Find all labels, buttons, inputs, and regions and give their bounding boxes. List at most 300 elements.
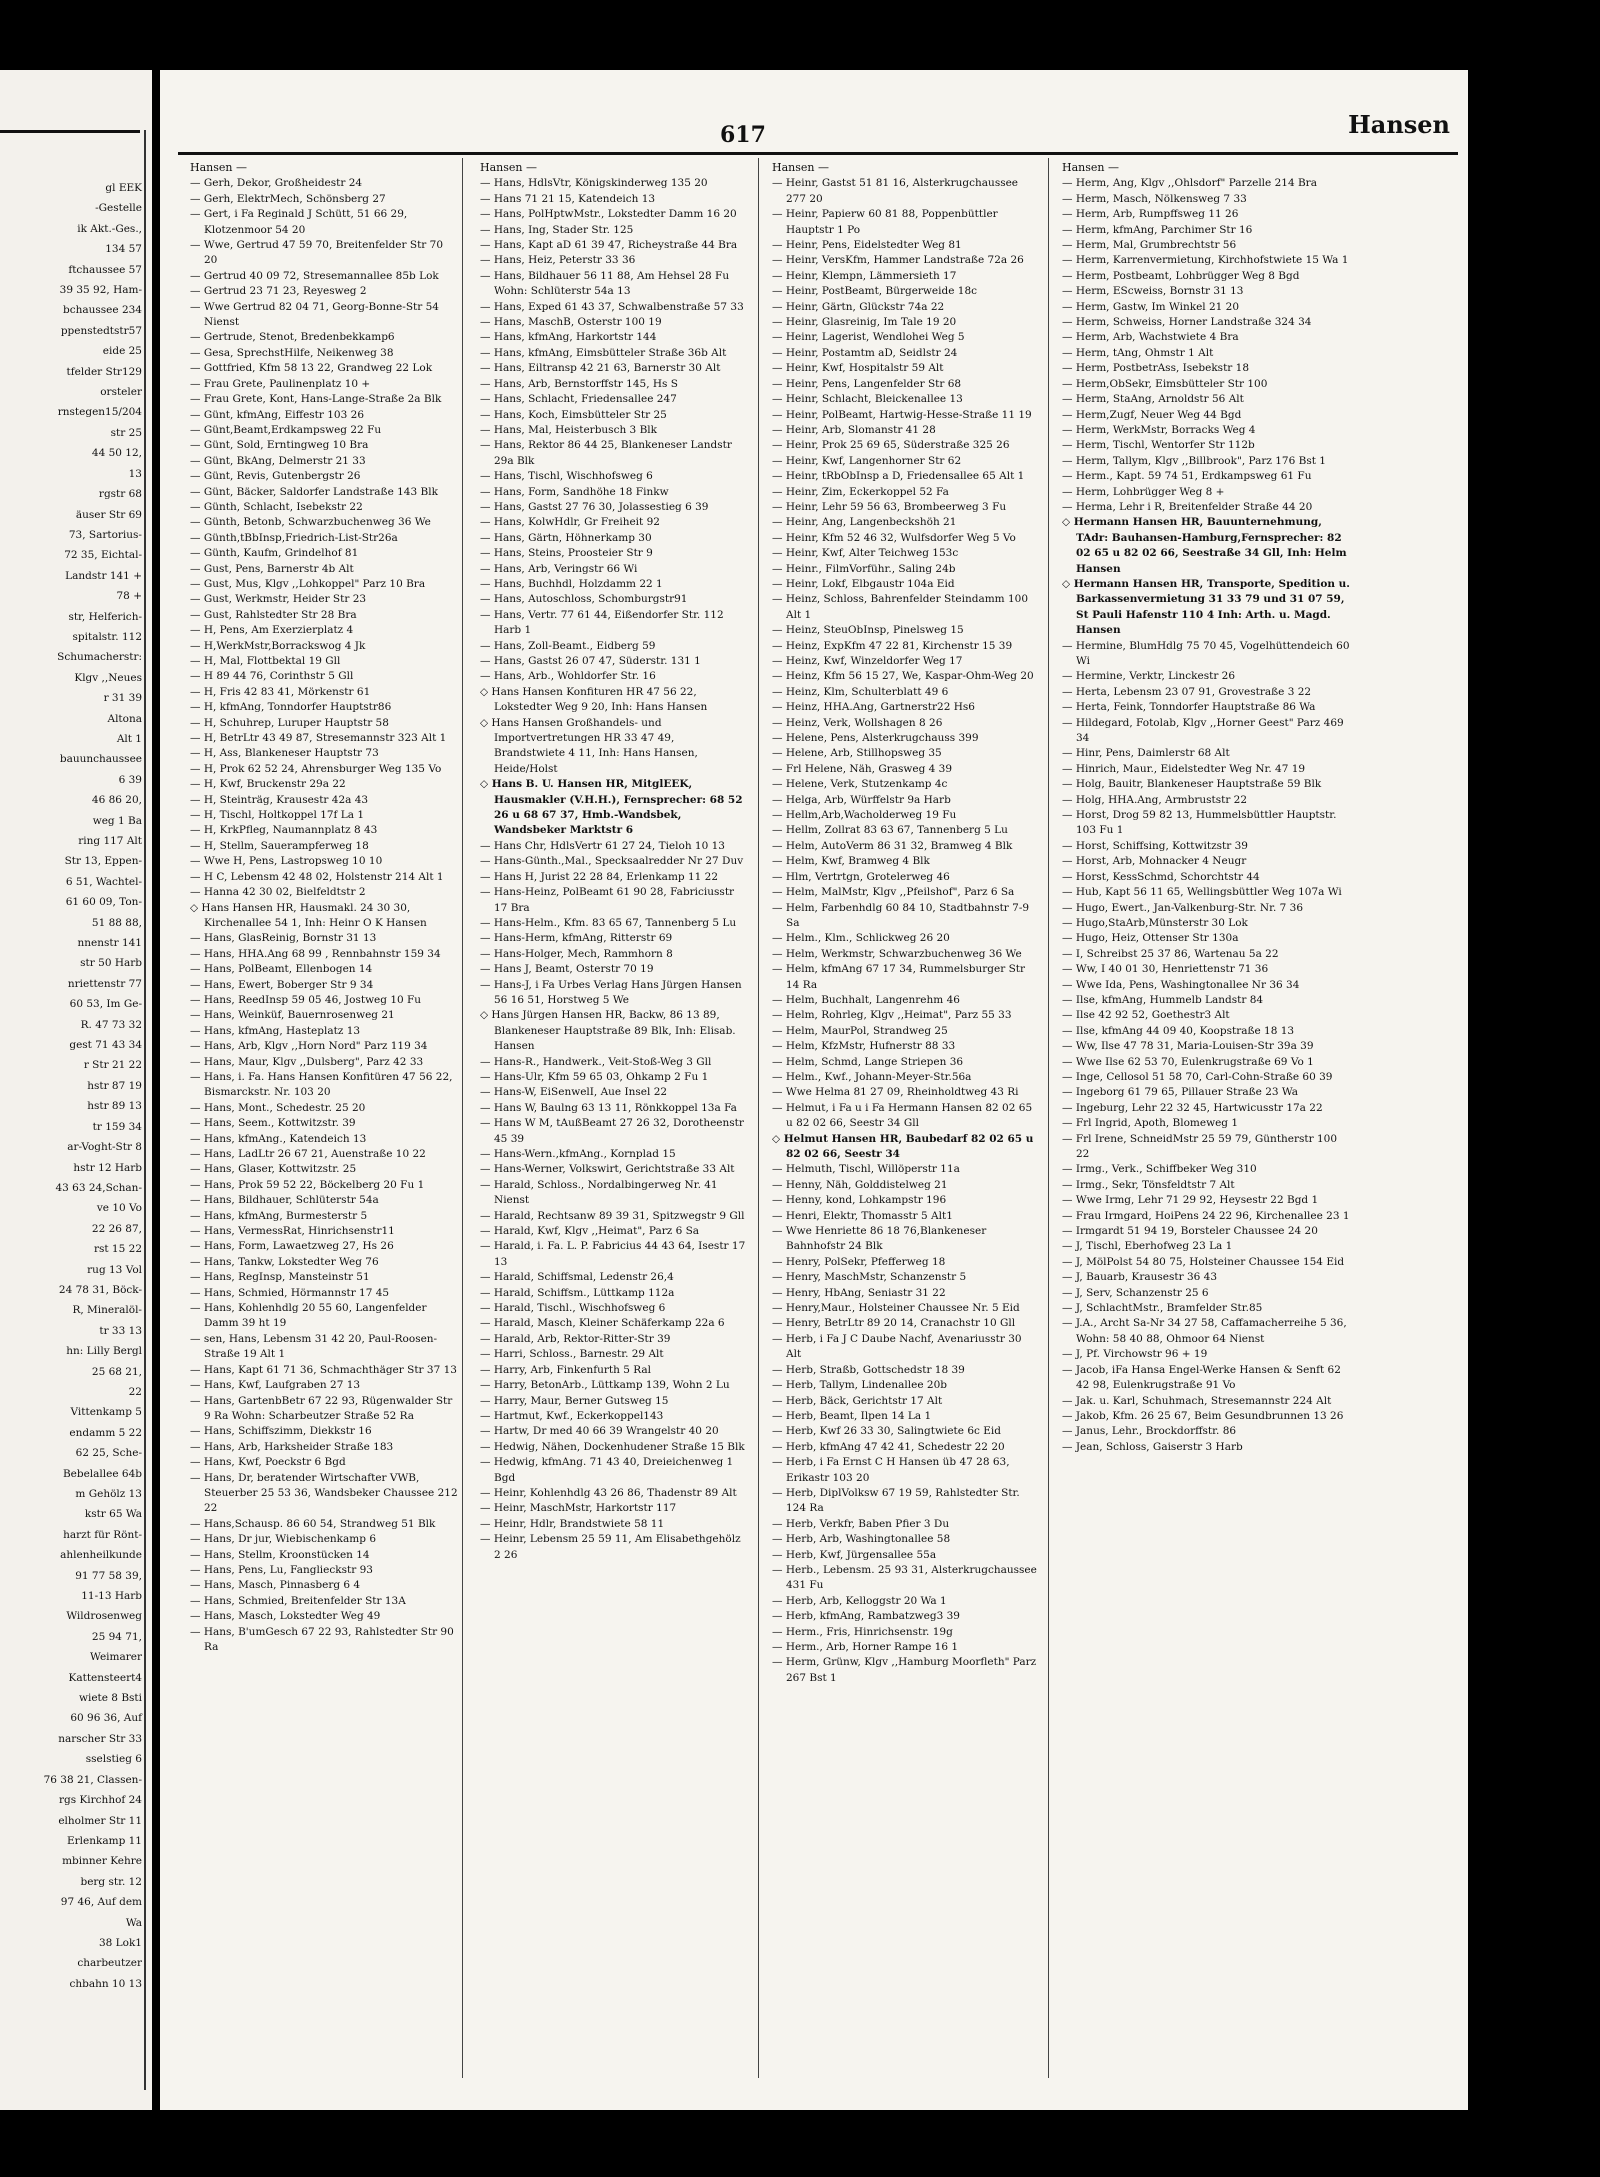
left-page-fragment-line: str, Helferich- — [68, 610, 142, 623]
running-head: Hansen — [1348, 110, 1450, 139]
directory-entry: — Hub, Kapt 56 11 65, Wellingsbüttler Weg 107a Wi — [1062, 886, 1342, 899]
directory-entry: — Hans, kfmAng., Katendeich 13 — [190, 1132, 367, 1145]
directory-entry: — Herma, Lehr i R, Breitenfelder Straße 44 20 — [1062, 500, 1313, 513]
directory-entry: — Hans, Schmied, Breitenfelder Str 13A — [190, 1594, 406, 1607]
left-page-fragment-line: eide 25 — [102, 345, 142, 358]
directory-entry: — Wwe, Gertrud 47 59 70, Breitenfelder Str 70 20 — [190, 239, 444, 267]
directory-entry: — Hans-Helm., Kfm. 83 65 67, Tannenberg 5 Lu — [480, 916, 737, 929]
directory-entry: — Henny, Näh, Golddistelweg 21 — [772, 1178, 948, 1191]
left-page-fragment-line: rnstegen15/204 — [57, 406, 142, 419]
directory-entry: — Hildegard, Fotolab, Klgv ,,Horner Geest" Parz 469 34 — [1062, 716, 1344, 745]
directory-entry: — Heinz, ExpKfm 47 22 81, Kirchenstr 15 39 — [772, 639, 1013, 652]
directory-entry: — Harald, i. Fa. L. P. Fabricius 44 43 64, Isestr 17 13 — [480, 1240, 746, 1268]
left-page-fragment-line: orsteler — [100, 386, 142, 399]
left-page-fragment-line: hstr 87 19 — [87, 1079, 142, 1092]
left-page-fragment-line: 134 57 — [105, 243, 142, 256]
directory-entry: — Hans, Prok 59 52 22, Böckelberg 20 Fu 1 — [190, 1178, 425, 1191]
directory-entry: — Günt, Revis, Gutenbergstr 26 — [190, 470, 361, 483]
directory-entry: — Hans, Buchhdl, Holzdamm 22 1 — [480, 577, 663, 590]
directory-entry: — Hinrich, Maur., Eidelstedter Weg Nr. 47 19 — [1062, 762, 1306, 775]
left-page-fragment-line: R, Mineralöl- — [72, 1304, 142, 1317]
directory-entry: — Herm, Tischl, Wentorfer Str 112b — [1062, 439, 1255, 452]
directory-entry: — Hans, Mont., Schedestr. 25 20 — [190, 1101, 366, 1114]
directory-entry: — H, Fris 42 83 41, Mörkenstr 61 — [190, 685, 371, 698]
directory-entry: — Hans, Pens, Lu, Fanglieckstr 93 — [190, 1563, 373, 1576]
column-header: Hansen — — [190, 161, 247, 174]
directory-entry: — Henry, MaschMstr, Schanzenstr 5 — [772, 1271, 967, 1284]
directory-entry: — H, Mal, Flottbektal 19 Gll — [190, 655, 341, 667]
left-page-fragment-line: r 31 39 — [103, 692, 142, 705]
directory-entry: — Heinz, Kfm 56 15 27, We, Kaspar-Ohm-Weg 20 — [772, 670, 1034, 683]
directory-entry: — Gesa, SprechstHilfe, Neikenweg 38 — [190, 346, 394, 359]
left-page-fragment-line: kstr 65 Wa — [84, 1508, 142, 1521]
directory-entry: — Hans H, Jurist 22 28 84, Erlenkamp 11 22 — [480, 870, 719, 883]
directory-entry: — Janus, Lehr., Brockdorffstr. 86 — [1062, 1425, 1237, 1438]
left-page-fragment-line: ahlenheilkunde — [60, 1549, 142, 1562]
directory-entry: — Hans, MaschB, Osterstr 100 19 — [480, 316, 662, 329]
left-page-fragment-line: ring 117 Alt — [78, 835, 142, 847]
directory-entry: — Heinr, Pens, Langenfelder Str 68 — [772, 377, 962, 390]
directory-entry: — Hans 71 21 15, Katendeich 13 — [480, 192, 656, 205]
directory-entry: — Herm, Arb, Rumpffsweg 11 26 — [1062, 208, 1239, 221]
directory-entry: — Hermine, Verktr, Linckestr 26 — [1062, 670, 1236, 683]
directory-entry: — Heinr, Lebensm 25 59 11, Am Elisabethgehölz 2 26 — [480, 1533, 741, 1561]
directory-entry: — Hans-Heinz, PolBeamt 61 90 28, Fabriciusstr 17 Bra — [480, 886, 735, 914]
directory-entry: — Hans, Tischl, Wischhofsweg 6 — [480, 470, 653, 483]
column-1 — [190, 160, 458, 1655]
directory-entry: — Hermine, BlumHdlg 75 70 45, Vogelhüttendeich 60 Wi — [1062, 639, 1350, 667]
directory-entry: — Herta, Lebensm 23 07 91, Grovestraße 3 22 — [1062, 685, 1312, 698]
directory-entry: — Hans-W, EiSenwelI, Aue Insel 22 — [480, 1086, 668, 1099]
directory-entry: — Heinr, Postamtm aD, Seidlstr 24 — [772, 346, 958, 359]
directory-entry: — Hans, Ewert, Boberger Str 9 34 — [190, 978, 374, 991]
column-2 — [480, 160, 748, 1563]
left-page-rule — [0, 130, 140, 133]
directory-entry: — Helm, MalMstr, Klgv ,,Pfeilshof", Parz 6 Sa — [772, 886, 1015, 899]
directory-entry: — H 89 44 76, Corinthstr 5 Gll — [190, 670, 354, 683]
directory-entry: — Heinr, Klempn, Lämmersieth 17 — [772, 269, 957, 282]
directory-entry: — Hugo,StaArb,Münsterstr 30 Lok — [1062, 916, 1248, 929]
directory-entry: — Hans-R., Handwerk., Veit-Stoß-Weg 3 Gll — [480, 1055, 712, 1068]
left-page-fragment-line: endamm 5 22 — [69, 1426, 142, 1439]
directory-entry: — Helm., Klm., Schlickweg 26 20 — [772, 932, 950, 945]
directory-entry: — Helm, Rohrleg, Klgv ,,Heimat", Parz 55 33 — [772, 1009, 1012, 1022]
directory-entry: — Herb, Straßb, Gottschedstr 18 39 — [772, 1363, 965, 1376]
directory-entry: — Heinr, Kfm 52 46 32, Wulfsdorfer Weg 5 Vo — [772, 531, 1016, 544]
directory-entry: — Hans,Schausp. 86 60 54, Strandweg 51 Blk — [190, 1517, 436, 1530]
directory-entry: — H, Stellm, Sauerampferweg 18 — [190, 839, 369, 852]
directory-entry: — Hans, Arb, Harksheider Straße 183 — [190, 1440, 394, 1453]
directory-entry: — Henny, kond, Lohkampstr 196 — [772, 1194, 947, 1207]
directory-entry: — Hans, KolwHdlr, Gr Freiheit 92 — [480, 516, 660, 529]
directory-entry: — Harald, Schiffsm., Lüttkamp 112a — [480, 1286, 675, 1299]
directory-entry: — Holg, Bauitr, Blankeneser Hauptstraße 59 Blk — [1062, 778, 1322, 791]
directory-entry: — Hans, Kwf, Laufgraben 27 13 — [190, 1379, 361, 1392]
left-page-fragment-line: ar-Voght-Str 8 — [67, 1141, 142, 1154]
left-page-fragment-line: 43 63 24,Schan- — [55, 1181, 142, 1194]
left-page-fragment-line: Erlenkamp 11 — [66, 1834, 142, 1847]
column-divider — [462, 158, 463, 2078]
left-page-fragment-line: str 25 — [110, 426, 142, 439]
directory-entry: — Hans J, Beamt, Osterstr 70 19 — [480, 963, 654, 976]
left-page-fragment-line: 91 77 58 39, — [75, 1569, 142, 1582]
directory-entry: — Wwe Gertrud 82 04 71, Georg-Bonne-Str 54 Nienst — [190, 300, 439, 329]
directory-entry: — Ww, I 40 01 30, Henriettenstr 71 36 — [1062, 963, 1269, 976]
directory-entry: — Ilse, kfmAng, Hummelb Landstr 84 — [1062, 993, 1264, 1006]
directory-entry: — Horst, KessSchmd, Schorchtstr 44 — [1062, 870, 1260, 883]
directory-entry: — Harry, Arb, Finkenfurth 5 Ral — [480, 1363, 652, 1376]
left-page-fragment-line: narscher Str 33 — [58, 1732, 142, 1745]
directory-entry: — H, Tischl, Holtkoppel 17f La 1 — [190, 809, 365, 822]
directory-entry: — Gertrude, Stenot, Bredenbekkamp6 — [190, 331, 395, 344]
left-page-fragment-line: 78 + — [116, 590, 142, 603]
directory-entry: — Hans, LadLtr 26 67 21, Auenstraße 10 22 — [190, 1148, 426, 1160]
left-page-fragment-line: 11-13 Harb — [81, 1590, 142, 1603]
directory-entry: — Frl Ingrid, Apoth, Blomeweg 1 — [1062, 1117, 1239, 1130]
directory-entry: — Hans, Rektor 86 44 25, Blankeneser Landstr 29a Blk — [480, 439, 732, 467]
directory-entry: — Henry,Maur., Holsteiner Chaussee Nr. 5 Eid — [772, 1302, 1020, 1315]
directory-entry: — Herb, Beamt, Ilpen 14 La 1 — [772, 1409, 932, 1422]
column-divider — [1048, 158, 1049, 2078]
directory-entry: — H, Kwf, Bruckenstr 29a 22 — [190, 778, 346, 791]
left-page-fragment-line: 39 35 92, Ham- — [59, 284, 142, 297]
directory-entry: — Hugo, Heiz, Ottenser Str 130a — [1062, 932, 1239, 945]
directory-entry: — Herb, Bäck, Gerichtstr 17 Alt — [772, 1394, 943, 1407]
directory-entry: — Herm., Fris, Hinrichsenstr. 19g — [772, 1625, 953, 1638]
directory-entry: — J, Serv, Schanzenstr 25 6 — [1062, 1286, 1209, 1299]
directory-entry: — Heinr, Gärtn, Glückstr 74a 22 — [772, 300, 945, 313]
left-page-fragment-line: Altona — [107, 712, 142, 725]
directory-entry: — Herm, Lohbrügger Weg 8 + — [1062, 485, 1225, 498]
directory-entry: — Heinr, Lokf, Elbgaustr 104a Eid — [772, 577, 955, 590]
directory-entry: — J.A., Archt Sa-Nr 34 27 58, Caffamacherreihe 5 36, Wohn: 58 40 88, Ohmoor 64 Nienst — [1062, 1317, 1347, 1345]
directory-entry: — Hartw, Dr med 40 66 39 Wrangelstr 40 20 — [480, 1425, 719, 1438]
directory-entry: — Herm, Postbeamt, Lohbrügger Weg 8 Bgd — [1062, 269, 1300, 282]
left-page-fragment-line: Alt 1 — [116, 732, 142, 745]
left-page-fragment-line: 72 35, Eichtal- — [64, 549, 142, 562]
left-page-fragment-line: 25 68 21, — [91, 1365, 142, 1378]
directory-entry: — Hans, Arb, Bernstorffstr 145, Hs S — [480, 377, 678, 390]
directory-entry: — H, Ass, Blankeneser Hauptstr 73 — [190, 747, 379, 760]
directory-entry: — Hans, HdlsVtr, Königskinderweg 135 20 — [480, 177, 708, 190]
directory-entry: — Ilse, kfmAng 44 09 40, Koopstraße 18 13 — [1062, 1024, 1295, 1037]
column-4 — [1062, 160, 1350, 1455]
directory-entry: — Günth, Betonb, Schwarzbuchenweg 36 We — [190, 516, 431, 529]
directory-entry: — J, Pf. Virchowstr 96 + 19 — [1062, 1348, 1208, 1361]
left-page-fragment-line: tr 33 13 — [99, 1324, 142, 1337]
directory-entry: — Heinz, Verk, Wollshagen 8 26 — [772, 716, 943, 729]
left-page-fragment-line: hstr 12 Harb — [73, 1161, 142, 1174]
directory-entry: — Herm, Schweiss, Horner Landstraße 324 34 — [1062, 316, 1312, 329]
directory-entry: — Heinz, HHA.Ang, Gartnerstr22 Hs6 — [772, 701, 975, 714]
left-page-fragment-line: 46 86 20, — [91, 794, 142, 807]
directory-entry: — Ingeburg, Lehr 22 32 45, Hartwicusstr 17a 22 — [1062, 1101, 1323, 1114]
directory-entry: — Hans, Vertr. 77 61 44, Eißendorfer Str. 112 Harb 1 — [480, 608, 724, 637]
directory-entry: — Irmg., Verk., Schiffbeker Weg 310 — [1062, 1163, 1257, 1176]
directory-entry: ◇ Hans Hansen Großhandels- und Importvertretungen HR 33 47 49, Brandstwiete 4 11, Inh: Hans Hansen, Heide/Holst — [480, 716, 698, 775]
directory-entry: — Hans-Herm, kfmAng, Ritterstr 69 — [480, 932, 673, 945]
directory-entry: — Herb, Kwf, Jürgensallee 55a — [772, 1548, 937, 1561]
directory-entry: — Heinr, tRbObInsp a D, Friedensallee 65 Alt 1 — [772, 470, 1025, 483]
left-page-fragment-line: 22 — [128, 1385, 142, 1398]
directory-entry: — Harald, Rechtsanw 89 39 31, Spitzwegstr 9 Gll — [480, 1209, 745, 1222]
left-page-fragment-line: berg str. 12 — [80, 1875, 142, 1888]
directory-entry: — Horst, Arb, Mohnacker 4 Neugr — [1062, 855, 1247, 868]
directory-entry: — Horst, Drog 59 82 13, Hummelsbüttler Hauptstr. 103 Fu 1 — [1062, 809, 1337, 837]
directory-entry: — Herb, i Fa J C Daube Nachf, Avenariusstr 30 Alt — [772, 1332, 1022, 1361]
directory-entry: — Heinr, Lehr 59 56 63, Brombeerweg 3 Fu — [772, 500, 1007, 513]
directory-entry: — Herb, i Fa Ernst C H Hansen üb 47 28 63, Erikastr 103 20 — [772, 1456, 1010, 1484]
directory-entry: — Hans, GartenbBetr 67 22 93, Rügenwalder Str 9 Ra Wohn: Scharbeutzer Straße 52 Ra — [190, 1394, 453, 1422]
directory-entry: — Hans, Bildhauer, Schlüterstr 54a — [190, 1194, 379, 1207]
directory-entry: — Gert, i Fa Reginald J Schütt, 51 66 29, Klotzenmoor 54 20 — [190, 208, 408, 236]
left-page-fragment-line: chbahn 10 13 — [69, 1977, 142, 1990]
directory-entry: — Günt, kfmAng, Eiffestr 103 26 — [190, 408, 364, 421]
directory-entry: — Herb, kfmAng, Rambatzweg3 39 — [772, 1610, 960, 1623]
directory-entry: — Helga, Arb, Würffelstr 9a Harb — [772, 793, 951, 806]
left-page-fragment-line: wiete 8 Bsti — [78, 1692, 142, 1705]
column-header: Hansen — — [480, 161, 537, 174]
header-rule — [178, 152, 1458, 155]
directory-entry: — Hans, Form, Lawaetzweg 27, Hs 26 — [190, 1240, 394, 1253]
left-page-fragment-line: weg 1 Ba — [92, 814, 142, 827]
directory-page — [160, 70, 1468, 2110]
directory-entry: — Hedwig, kfmAng. 71 43 40, Dreieichenweg 1 Bgd — [480, 1456, 734, 1484]
directory-entry: — Ilse 42 92 52, Goethestr3 Alt — [1062, 1009, 1230, 1022]
directory-entry: — Herm,ObSekr, Eimsbütteler Str 100 — [1062, 377, 1268, 390]
directory-entry: — Heinr., FilmVorführ., Saling 24b — [772, 562, 956, 575]
directory-entry: — Heinr, PolBeamt, Hartwig-Hesse-Straße 11 19 — [772, 408, 1032, 421]
directory-entry: — Hans-Holger, Mech, Rammhorn 8 — [480, 947, 673, 960]
directory-entry: — Hans, VermessRat, Hinrichsenstr11 — [190, 1225, 395, 1238]
directory-entry: — Hans, B'umGesch 67 22 93, Rahlstedter Str 90 Ra — [190, 1625, 454, 1653]
directory-entry: ◇ Hermann Hansen HR, Transporte, Spedition u. Barkassenvermietung 31 33 79 und 31 07 59, St Pauli Hafenstr 110 4 Inh: Arth. u. Magd. Hansen — [1062, 577, 1350, 637]
directory-entry: — H, BetrLtr 43 49 87, Stresemannstr 323 Alt 1 — [190, 732, 447, 745]
directory-entry: — I, Schreibst 25 37 86, Wartenau 5a 22 — [1062, 947, 1279, 960]
directory-entry: — Hans, PolHptwMstr., Lokstedter Damm 16 20 — [480, 208, 737, 221]
directory-entry: — Hinr, Pens, Daimlerstr 68 Alt — [1062, 747, 1230, 760]
left-page-fragment-line: 61 60 09, Ton- — [65, 896, 142, 909]
directory-entry: — Herm., Kapt. 59 74 51, Erdkampsweg 61 Fu — [1062, 470, 1312, 483]
directory-entry: — Wwe Helma 81 27 09, Rheinholdtweg 43 Ri — [772, 1086, 1019, 1099]
directory-entry: — H, KrkPfleg, Naumannplatz 8 43 — [190, 824, 378, 837]
directory-entry: — Herm, Masch, Nölkensweg 7 33 — [1062, 192, 1247, 205]
directory-entry: — Helm, Werkmstr, Schwarzbuchenweg 36 We — [772, 947, 1022, 960]
directory-entry: — Heinz, Kwf, Winzeldorfer Weg 17 — [772, 655, 963, 667]
directory-entry: — Heinr, Kohlenhdlg 43 26 86, Thadenstr 89 Alt — [480, 1486, 737, 1499]
column-3 — [772, 160, 1040, 1686]
directory-entry: — Herm, Gastw, Im Winkel 21 20 — [1062, 300, 1240, 313]
directory-entry: — Harald, Schloss., Nordalbingerweg Nr. 41 Nienst — [480, 1178, 718, 1207]
directory-entry: — Hans, Mal, Heisterbusch 3 Blk — [480, 423, 658, 436]
directory-entry: — Harald, Schiffsmal, Ledenstr 26,4 — [480, 1271, 674, 1284]
directory-entry: — Heinr, PostBeamt, Bürgerweide 18c — [772, 285, 978, 298]
directory-entry: — Helm, kfmAng 67 17 34, Rummelsburger Str 14 Ra — [772, 963, 1026, 991]
directory-entry: — Harry, BetonArb., Lüttkamp 139, Wohn 2 Lu — [480, 1379, 730, 1392]
left-page-fragment-line: str 50 Harb — [80, 957, 142, 970]
directory-entry: — Heinr, Gastst 51 81 16, Alsterkrugchaussee 277 20 — [772, 177, 1019, 205]
directory-entry: — Helm, MaurPol, Strandweg 25 — [772, 1024, 948, 1037]
left-page-fragment-line: r Str 21 22 — [83, 1059, 142, 1072]
left-page-fragment-line: 76 38 21, Classen- — [43, 1773, 142, 1786]
directory-entry: ◇ Hans B. U. Hansen HR, MitglEEK, Hausmakler (V.H.H.), Fernsprecher: 68 52 26 u 68 67 37, Hmb.-Wandsbek, Wandsbeker Marktstr 6 — [480, 778, 743, 837]
directory-entry: — Hanna 42 30 02, Bielfeldtstr 2 — [190, 886, 366, 899]
left-page-fragment-line: Klgv ,,Neues — [74, 671, 142, 684]
left-page-fragment-line: 22 26 87, — [91, 1222, 142, 1235]
directory-entry: — Hans, Gastst 27 76 30, Jolassestieg 6 39 — [480, 500, 709, 513]
directory-entry: — Helmuth, Tischl, Willöperstr 11a — [772, 1163, 960, 1176]
directory-entry: — Henri, Elektr, Thomasstr 5 Alt1 — [772, 1209, 953, 1222]
left-page-fragment-line: ik Akt.-Ges., — [77, 222, 142, 235]
directory-entry: — J, Bauarb, Krausestr 36 43 — [1062, 1271, 1218, 1284]
directory-entry: — Wwe Irmg, Lehr 71 29 92, Heysestr 22 Bgd 1 — [1062, 1194, 1319, 1207]
directory-entry: — Günth,tBbInsp,Friedrich-List-Str26a — [190, 531, 398, 544]
directory-entry: — Heinr, Schlacht, Bleickenallee 13 — [772, 393, 963, 406]
directory-entry: — Günt, Sold, Erntingweg 10 Bra — [190, 439, 369, 452]
directory-entry: — Herm,Zugf, Neuer Weg 44 Bgd — [1062, 408, 1242, 421]
directory-entry: — Heinr, Ang, Langenbeckshöh 21 — [772, 516, 957, 529]
directory-entry: — Gertrud 40 09 72, Stresemannallee 85b Lok — [190, 269, 439, 282]
directory-entry: — Wwe Henriette 86 18 76,Blankeneser Bahnhofstr 24 Blk — [772, 1225, 987, 1253]
directory-entry: — Herb, Verkfr, Baben Pfier 3 Du — [772, 1517, 950, 1530]
left-page-fragment-line: Weimarer — [90, 1651, 142, 1664]
left-page-fragment — [0, 70, 152, 2110]
directory-entry: — Jak. u. Karl, Schuhmach, Stresemannstr 224 Alt — [1062, 1394, 1332, 1407]
left-page-fragment-line: Wildrosenweg — [66, 1610, 142, 1623]
left-page-fragment-line: hn: Lilly Bergl — [66, 1345, 142, 1358]
directory-entry: — Heinr, Lagerist, Wendlohei Weg 5 — [772, 331, 965, 344]
directory-entry: — Herb, Arb, Washingtonallee 58 — [772, 1533, 951, 1546]
directory-entry: ◇ Hans Jürgen Hansen HR, Backw, 86 13 89, Blankeneser Hauptstraße 89 Blk, Inh: Elisab. Hansen — [480, 1009, 736, 1053]
directory-entry: — Hans, Dr, beratender Wirtschafter VWB, Steuerber 25 53 36, Wandsbeker Chaussee 212 22 — [190, 1471, 458, 1515]
directory-entry: — Hans, Zoll-Beamt., Eidberg 59 — [480, 639, 656, 652]
directory-entry: — Hans, Masch, Lokstedter Weg 49 — [190, 1610, 381, 1623]
directory-entry: — Holg, HHA.Ang, Armbruststr 22 — [1062, 793, 1248, 806]
directory-entry: — Heinr, Hdlr, Brandstwiete 58 11 — [480, 1517, 665, 1530]
directory-entry: — Frau Grete, Kont, Hans-Lange-Straße 2a Blk — [190, 393, 442, 406]
directory-entry: — Harri, Schloss., Barnestr. 29 Alt — [480, 1348, 664, 1361]
left-page-text — [0, 178, 150, 1994]
directory-entry: — Hedwig, Nähen, Dockenhudener Straße 15 Blk — [480, 1440, 745, 1453]
directory-entry: — Hans, Form, Sandhöhe 18 Finkw — [480, 485, 669, 498]
directory-entry: — Helm, Buchhalt, Langenrehm 46 — [772, 993, 960, 1006]
directory-entry: — Herm, Grünw, Klgv ,,Hamburg Moorfleth" Parz 267 Bst 1 — [772, 1656, 1037, 1684]
directory-entry: — Hans, RegInsp, Mansteinstr 51 — [190, 1271, 370, 1284]
directory-entry: — Hans-Günth.,Mal., Specksaalredder Nr 27 Duv — [480, 855, 744, 868]
left-page-fragment-line: sselstieg 6 — [85, 1753, 142, 1766]
left-page-fragment-line: Str 13, Eppen- — [64, 855, 142, 868]
directory-entry: — Herm, kfmAng, Parchimer Str 16 — [1062, 223, 1253, 236]
directory-entry: — Henry, PolSekr, Pfefferweg 18 — [772, 1255, 946, 1268]
directory-entry: — Heinr, Pens, Eidelstedter Weg 81 — [772, 239, 962, 252]
directory-entry: — Hans, Maur, Klgv ,,Dulsberg", Parz 42 33 — [190, 1055, 424, 1068]
directory-entry: — Harald, Masch, Kleiner Schäferkamp 22a 6 — [480, 1317, 725, 1330]
directory-entry: — Herm., Arb, Horner Rampe 16 1 — [772, 1641, 959, 1653]
left-page-fragment-line: nnenstr 141 — [77, 937, 142, 950]
left-page-fragment-line: gl EEK — [105, 182, 142, 194]
directory-entry: — Hans, PolBeamt, Ellenbogen 14 — [190, 963, 373, 976]
directory-entry: — Helm, Schmd, Lange Striepen 36 — [772, 1055, 964, 1068]
directory-entry: — Harald, Tischl., Wischhofsweg 6 — [480, 1302, 666, 1315]
directory-entry: — Hans-Werner, Volkswirt, Gerichtstraße 33 Alt — [480, 1163, 735, 1176]
directory-entry: — Heinr, VersKfm, Hammer Landstraße 72a 26 — [772, 254, 1024, 267]
directory-entry: — Herb, Arb, Kelloggstr 20 Wa 1 — [772, 1594, 947, 1607]
left-page-fragment-line: 24 78 31, Böck- — [58, 1283, 142, 1296]
left-page-fragment-line: tr 159 34 — [92, 1120, 142, 1133]
directory-entry: — Herb, Tallym, Lindenallee 20b — [772, 1379, 947, 1392]
left-page-fragment-line: 6 39 — [118, 773, 142, 786]
directory-entry: — Hans, Stellm, Kroonstücken 14 — [190, 1548, 370, 1561]
left-page-fragment-line: m Gehölz 13 — [75, 1488, 142, 1500]
directory-entry: — H, Prok 62 52 24, Ahrensburger Weg 135 Vo — [190, 762, 442, 775]
directory-entry: — H C, Lebensm 42 48 02, Holstenstr 214 Alt 1 — [190, 870, 444, 883]
directory-entry: — Frl Helene, Näh, Grasweg 4 39 — [772, 762, 953, 775]
directory-entry: — Heinr, Kwf, Hospitalstr 59 Alt — [772, 362, 944, 375]
left-page-fragment-line: ppenstedtstr57 — [60, 324, 142, 337]
directory-entry: — Hans, ReedInsp 59 05 46, Jostweg 10 Fu — [190, 993, 422, 1006]
directory-entry: — Heinr, Zim, Eckerkoppel 52 Fa — [772, 485, 949, 498]
column-header: Hansen — — [772, 161, 829, 174]
left-page-fragment-line: ftchaussee 57 — [68, 263, 142, 276]
directory-entry: — Irmgardt 51 94 19, Borsteler Chaussee 24 20 — [1062, 1225, 1318, 1238]
left-page-fragment-line: 38 Lok1 — [98, 1936, 142, 1949]
left-page-fragment-line: rgstr 68 — [98, 488, 142, 501]
book-binding-edge — [1468, 70, 1600, 2110]
directory-entry: — Heinz, SteuObInsp, Pinelsweg 15 — [772, 624, 964, 637]
directory-entry: — Herm, WerkMstr, Borracks Weg 4 — [1062, 423, 1256, 436]
directory-entry: — Hans, Tankw, Lokstedter Weg 76 — [190, 1255, 379, 1268]
directory-entry: — H, Schuhrep, Luruper Hauptstr 58 — [190, 716, 389, 729]
directory-entry: — Herm, Mal, Grumbrechtstr 56 — [1062, 239, 1237, 252]
directory-entry: — J, SchlachtMstr., Bramfelder Str.85 — [1062, 1302, 1263, 1315]
directory-entry: — Hans, Schiffszimm, Diekkstr 16 — [190, 1425, 372, 1438]
directory-entry: — Herm, Tallym, Klgv ,,Billbrook", Parz 176 Bst 1 — [1062, 454, 1326, 467]
directory-entry: — Hans, Bildhauer 56 11 88, Am Hehsel 28 Fu Wohn: Schlüterstr 54a 13 — [480, 269, 730, 298]
directory-entry: — Hans, Dr jur, Wiebischenkamp 6 — [190, 1533, 377, 1546]
directory-entry: — Hans Chr, HdlsVertr 61 27 24, Tieloh 10 13 — [480, 839, 725, 852]
directory-entry: — Heinr, Papierw 60 81 88, Poppenbüttler Hauptstr 1 Po — [772, 208, 998, 236]
directory-entry: — Günth, Kaufm, Grindelhof 81 — [190, 547, 359, 560]
left-page-fragment-line: -Gestelle — [95, 202, 142, 215]
directory-entry: — Helm., Kwf., Johann-Meyer-Str.56a — [772, 1070, 972, 1083]
directory-entry: — Herm, tAng, Ohmstr 1 Alt — [1062, 346, 1214, 359]
directory-entry: — Hans, Gärtn, Höhnerkamp 30 — [480, 531, 652, 544]
directory-entry: — Heinr, MaschMstr, Harkortstr 117 — [480, 1502, 677, 1515]
left-page-fragment-line: bauunchaussee — [59, 753, 142, 766]
directory-entry: — Hans-J, i Fa Urbes Verlag Hans Jürgen Hansen 56 16 51, Horstweg 5 We — [480, 978, 742, 1006]
directory-entry: — Henry, HbAng, Seniastr 31 22 — [772, 1286, 946, 1299]
left-page-fragment-line: bchaussee 234 — [63, 304, 142, 317]
left-page-fragment-line: 51 88 88, — [91, 916, 142, 929]
directory-entry: — Gust, Werkmstr, Heider Str 23 — [190, 593, 367, 606]
directory-entry: — Herm, Ang, Klgv ,,Ohlsdorf" Parzelle 214 Bra — [1062, 177, 1317, 190]
directory-entry: ◇ Hermann Hansen HR, Bauunternehmung, TAdr: Bauhansen-Hamburg,Fernsprecher: 82 02 65 u 82 02 66, Seestraße 34 Gll, Inh: Helm Hansen — [1062, 516, 1347, 575]
directory-entry: — Günth, Schlacht, Isebekstr 22 — [190, 500, 363, 513]
left-page-fragment-line: rug 13 Vol — [87, 1263, 142, 1276]
directory-entry: — Helene, Pens, Alsterkrugchauss 399 — [772, 732, 979, 745]
directory-entry: — Gerh, Dekor, Großheidestr 24 — [190, 177, 363, 190]
directory-entry: — Herb, kfmAng 47 42 41, Schedestr 22 20 — [772, 1440, 1005, 1453]
directory-entry: — H,WerkMstr,Borrackswog 4 Jk — [190, 639, 366, 652]
directory-entry: — Hans, Steins, Proosteier Str 9 — [480, 547, 653, 560]
left-page-fragment-line: 73, Sartorius- — [68, 528, 142, 541]
directory-entry: — Harald, Kwf, Klgv ,,Heimat", Parz 6 Sa — [480, 1225, 700, 1238]
directory-entry: ◇ Helmut Hansen HR, Baubedarf 82 02 65 u 82 02 66, Seestr 34 — [772, 1132, 1034, 1160]
left-page-fragment-line: 13 — [128, 467, 142, 480]
directory-entry: — Heinr, Arb, Slomanstr 41 28 — [772, 423, 936, 436]
directory-entry: — Gust, Mus, Klgv ,,Lohkoppel" Parz 10 Bra — [190, 577, 426, 590]
directory-entry: — Hans, Glaser, Kottwitzstr. 25 — [190, 1163, 357, 1176]
